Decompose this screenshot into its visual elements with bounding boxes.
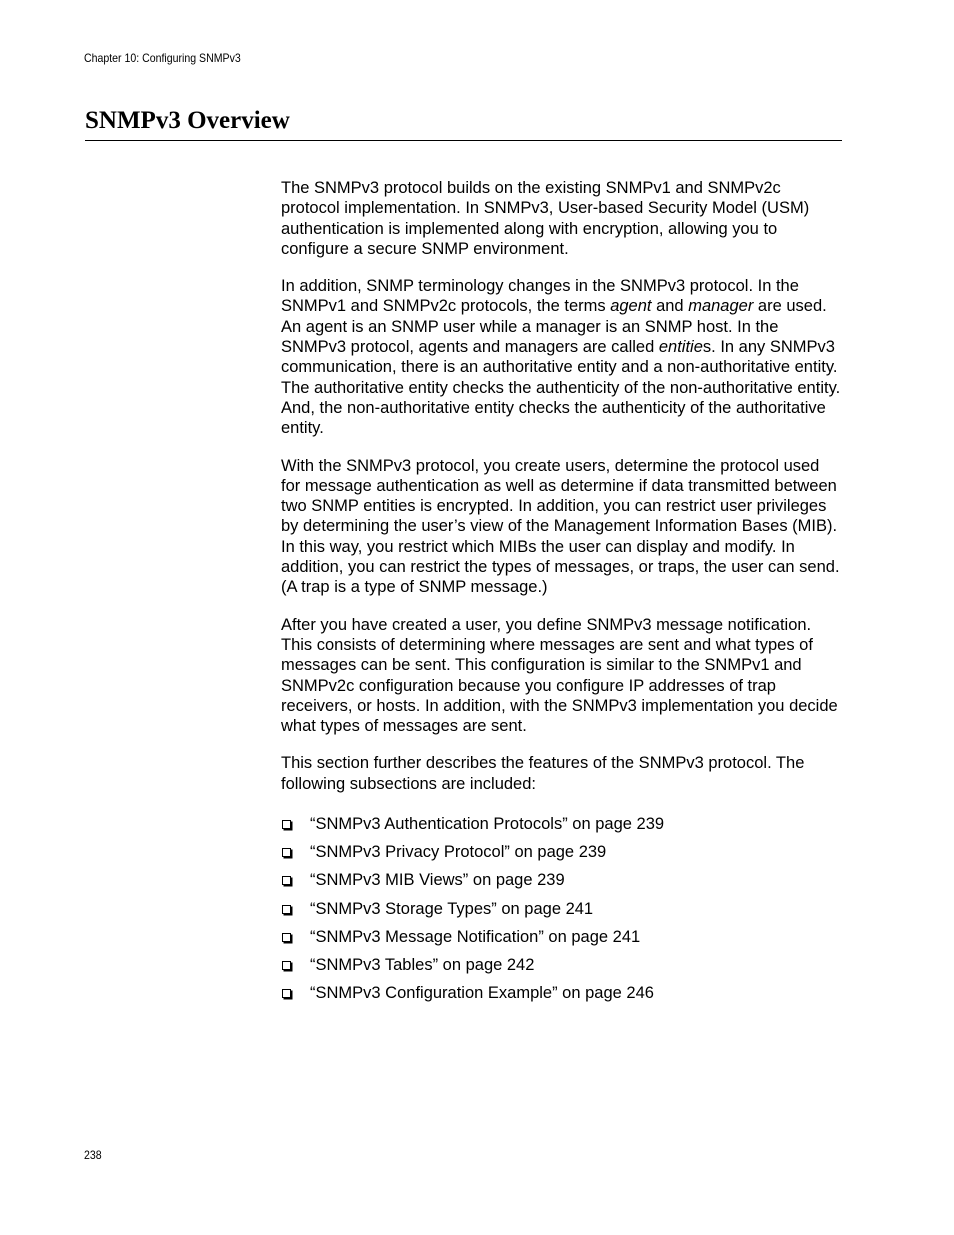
subsection-link-text[interactable]: “SNMPv3 Configuration Example” on page 246 <box>310 984 654 1003</box>
checkbox-bullet-icon <box>282 933 291 942</box>
subsection-link-text[interactable]: “SNMPv3 Privacy Protocol” on page 239 <box>310 843 607 862</box>
running-header: Chapter 10: Configuring SNMPv3 <box>84 51 241 65</box>
checkbox-bullet-icon <box>282 961 291 970</box>
paragraph-section-intro: This section further describes the features of the SNMPv3 protocol. The following subsections are included: <box>281 754 805 793</box>
checkbox-bullet-icon <box>282 989 291 998</box>
subsection-link-text[interactable]: “SNMPv3 MIB Views” on page 239 <box>310 871 565 890</box>
body-column <box>281 178 843 1011</box>
checkbox-bullet-icon <box>282 820 291 829</box>
paragraph-terminology <box>281 276 843 438</box>
paragraph-intro: The SNMPv3 protocol builds on the existing SNMPv1 and SNMPv2c protocol implementation. In SNMPv3, User-based Security Model (USM) authentication is implemented along with encryption, allowing you to configure a secure SNMP environment. <box>281 179 810 258</box>
text-run: are used. An agent is an SNMP user while a manager is an SNMP host. In the SNMPv3 protocol, agents and managers are called <box>281 297 827 357</box>
text-run: In addition, SNMP terminology changes in the SNMPv3 protocol. In the SNMPv1 and SNMPv2c protocols, the terms <box>281 277 799 316</box>
subsection-link-message-notification[interactable] <box>281 927 843 955</box>
page-number: 238 <box>84 1148 102 1162</box>
subsection-link-text[interactable]: “SNMPv3 Storage Types” on page 241 <box>310 899 594 918</box>
term-entities: entitie <box>658 338 703 357</box>
term-manager: manager <box>688 297 754 316</box>
page-title: SNMPv3 Overview <box>85 107 290 134</box>
subsection-link-configuration-example[interactable] <box>281 983 843 1011</box>
subsection-link-tables[interactable] <box>281 955 843 983</box>
text-run: and <box>651 297 689 316</box>
subsection-link-text[interactable]: “SNMPv3 Authentication Protocols” on page 239 <box>310 815 665 834</box>
subsection-list <box>281 814 843 1011</box>
title-rule <box>85 140 842 141</box>
paragraph-notification: After you have created a user, you define SNMPv3 message notification. This consists of determining where messages are sent and what types of messages can be sent. This configuration is similar to the SNMPv1 and SNMPv2c configuration because you configure IP addresses of trap receivers, or hosts. In addition, with the SNMPv3 implementation you decide what types of messages are sent. <box>281 615 838 736</box>
paragraph-users: With the SNMPv3 protocol, you create users, determine the protocol used for message authentication as well as determine if data transmitted between two SNMP entities is encrypted. In addition, you can restrict user privileges by determining the user’s view of the Management Information Bases (MIB). In this way, you restrict which MIBs the user can display and modify. In addition, you can restrict the types of messages, or traps, the user can send. (A trap is a type of SNMP message.) <box>281 456 840 597</box>
subsection-link-mib-views[interactable] <box>281 870 843 898</box>
subsection-link-privacy[interactable] <box>281 842 843 870</box>
subsection-link-text[interactable]: “SNMPv3 Message Notification” on page 241 <box>310 927 641 946</box>
checkbox-bullet-icon <box>282 848 291 857</box>
subsection-link-storage-types[interactable] <box>281 899 843 927</box>
checkbox-bullet-icon <box>282 905 291 914</box>
term-agent: agent <box>610 297 652 316</box>
text-run: s. In any SNMPv3 communication, there is an authoritative entity and a non-authoritative entity. The authoritative entity checks the authenticity of the non-authoritative entity. And, the non-authoritative entity checks the authenticity of the authoritative entity. <box>281 338 841 438</box>
subsection-link-text[interactable]: “SNMPv3 Tables” on page 242 <box>310 955 535 974</box>
checkbox-bullet-icon <box>282 876 291 885</box>
subsection-link-authentication[interactable] <box>281 814 843 842</box>
